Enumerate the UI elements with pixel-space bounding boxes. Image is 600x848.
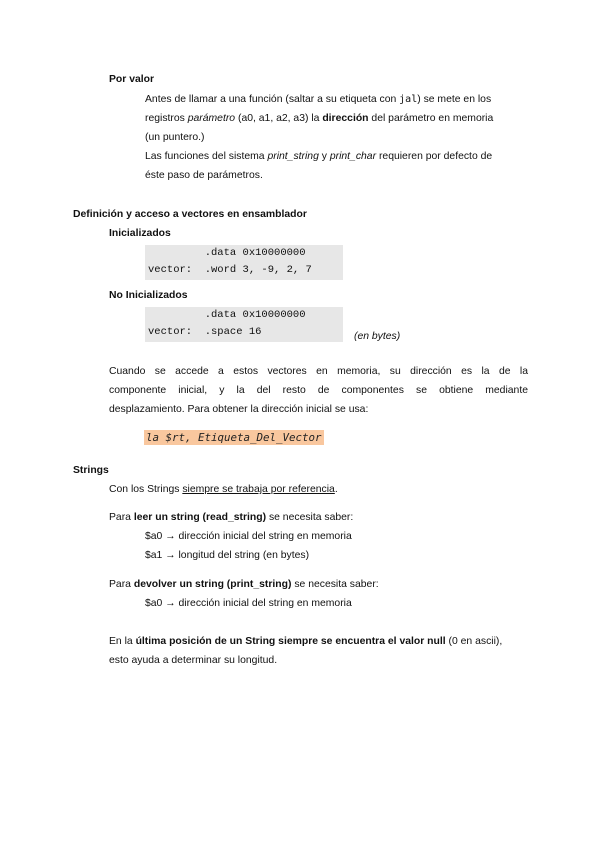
note-en-bytes: (en bytes) bbox=[354, 331, 401, 342]
subheading-no-inicializados: No Inicializados bbox=[109, 290, 188, 301]
section-heading-vectores: Definición y acceso a vectores en ensamblador bbox=[73, 209, 307, 220]
section-heading-strings: Strings bbox=[73, 465, 109, 476]
subheading-inicializados: Inicializados bbox=[109, 228, 171, 239]
por-valor-line-5: éste paso de parámetros. bbox=[145, 170, 263, 181]
code-line: .data 0x10000000 bbox=[148, 309, 306, 321]
paragraph-line: Cuando se accede a estos vectores en memoria, su dirección es la de la bbox=[109, 366, 528, 377]
null-line-1: En la última posición de un String siempre se encuentra el valor null (0 en ascii), bbox=[109, 636, 503, 647]
null-line-2: esto ayuda a determinar su longitud. bbox=[109, 655, 278, 666]
por-valor-line-1: Antes de llamar a una función (saltar a su etiqueta con jal) se mete en los bbox=[145, 94, 492, 105]
paragraph-line: componente inicial, y la del resto de componentes se obtiene mediante bbox=[109, 385, 528, 396]
strings-line-1: Con los Strings siempre se trabaja por referencia. bbox=[109, 484, 338, 495]
code-line: vector: .space 16 bbox=[148, 326, 262, 338]
por-valor-line-4: Las funciones del sistema print_string y print_char requieren por defecto de bbox=[145, 151, 493, 162]
code-line: .data 0x10000000 bbox=[148, 247, 306, 259]
print-string-intro: Para devolver un string (print_string) se necesita saber: bbox=[109, 579, 379, 590]
section-heading-por-valor: Por valor bbox=[109, 74, 155, 85]
read-string-item: $a0 → dirección inicial del string en memoria bbox=[145, 531, 352, 542]
code-block-inicializados bbox=[145, 245, 343, 280]
code-block-no-inicializados bbox=[145, 307, 343, 342]
paragraph-line: desplazamiento. Para obtener la dirección inicial se usa: bbox=[109, 404, 369, 415]
code-line: vector: .word 3, -9, 2, 7 bbox=[148, 264, 312, 276]
print-string-item: $a0 → dirección inicial del string en memoria bbox=[145, 598, 352, 609]
read-string-item: $a1 → longitud del string (en bytes) bbox=[145, 550, 310, 561]
read-string-intro: Para leer un string (read_string) se necesita saber: bbox=[109, 512, 354, 523]
por-valor-line-2: registros parámetro (a0, a1, a2, a3) la dirección del parámetro en memoria bbox=[145, 113, 494, 124]
por-valor-line-3: (un puntero.) bbox=[145, 132, 205, 143]
highlighted-code: la $rt, Etiqueta_Del_Vector bbox=[146, 431, 322, 444]
